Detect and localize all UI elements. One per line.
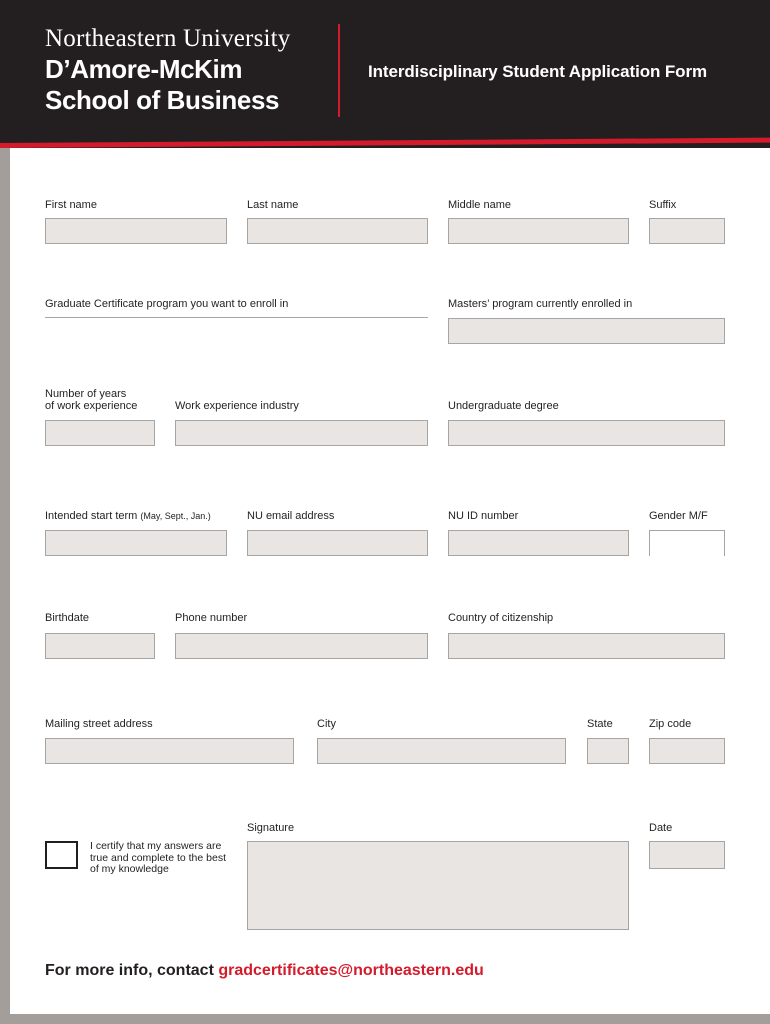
signature-field[interactable] xyxy=(247,841,629,930)
gender-field[interactable] xyxy=(649,530,725,556)
phone-field[interactable] xyxy=(175,633,428,659)
contact-email-link[interactable]: gradcertificates@northeastern.edu xyxy=(218,962,484,979)
masters-program-field[interactable] xyxy=(448,318,725,344)
last-name-field[interactable] xyxy=(247,218,428,244)
date-label: Date xyxy=(649,822,673,834)
undergrad-degree-field[interactable] xyxy=(448,420,725,446)
years-experience-field[interactable] xyxy=(45,420,155,446)
industry-field[interactable] xyxy=(175,420,428,446)
start-term-hint: (May, Sept., Jan.) xyxy=(140,511,211,521)
city-field[interactable] xyxy=(317,738,566,764)
state-field[interactable] xyxy=(587,738,629,764)
first-name-label: First name xyxy=(45,199,97,211)
birthdate-field[interactable] xyxy=(45,633,155,659)
suffix-field[interactable] xyxy=(649,218,725,244)
certify-checkbox[interactable] xyxy=(45,841,78,869)
last-name-label: Last name xyxy=(247,199,299,211)
zip-field[interactable] xyxy=(649,738,725,764)
footer-contact xyxy=(45,962,484,980)
school-name-line2: School of Business xyxy=(45,85,280,115)
signature-label: Signature xyxy=(247,822,295,834)
gender-label: Gender M/F xyxy=(649,510,708,522)
zip-label: Zip code xyxy=(649,718,692,730)
citizenship-field[interactable] xyxy=(448,633,725,659)
state-label: State xyxy=(587,718,613,730)
date-field[interactable] xyxy=(649,841,725,869)
middle-name-label: Middle name xyxy=(448,199,511,211)
citizenship-label: Country of citizenship xyxy=(448,612,554,624)
nu-email-label: NU email address xyxy=(247,510,335,522)
header-divider xyxy=(338,24,340,117)
industry-label: Work experience industry xyxy=(175,400,299,412)
city-label: City xyxy=(317,718,336,730)
form-title: Interdisciplinary Student Application Form xyxy=(368,62,707,81)
years-experience-label xyxy=(45,388,137,412)
street-address-label: Mailing street address xyxy=(45,718,153,730)
masters-program-label: Masters’ program currently enrolled in xyxy=(448,298,633,310)
years-experience-label-line2: of work experience xyxy=(45,400,138,412)
suffix-label: Suffix xyxy=(649,199,677,211)
nu-id-label: NU ID number xyxy=(448,510,519,522)
university-name: Northeastern University xyxy=(45,25,291,52)
school-name-line1: D’Amore-McKim xyxy=(45,54,243,84)
start-term-label xyxy=(45,510,211,522)
undergrad-degree-label: Undergraduate degree xyxy=(448,400,559,412)
grad-cert-label: Graduate Certificate program you want to enroll in xyxy=(45,298,289,310)
first-name-field[interactable] xyxy=(45,218,227,244)
years-experience-label-line1: Number of years xyxy=(45,388,127,400)
start-term-field[interactable] xyxy=(45,530,227,556)
certify-text: I certify that my answers are true and complete to the best of my knowledge xyxy=(90,840,227,875)
footer-prefix: For more info, contact xyxy=(45,962,219,979)
header-banner xyxy=(0,0,770,148)
middle-name-field[interactable] xyxy=(448,218,629,244)
street-address-field[interactable] xyxy=(45,738,294,764)
phone-label: Phone number xyxy=(175,612,248,624)
birthdate-label: Birthdate xyxy=(45,612,90,624)
nu-email-field[interactable] xyxy=(247,530,428,556)
school-name xyxy=(45,54,279,116)
grad-cert-field[interactable] xyxy=(45,317,428,318)
nu-id-field[interactable] xyxy=(448,530,629,556)
start-term-label-text: Intended start term xyxy=(45,510,138,522)
